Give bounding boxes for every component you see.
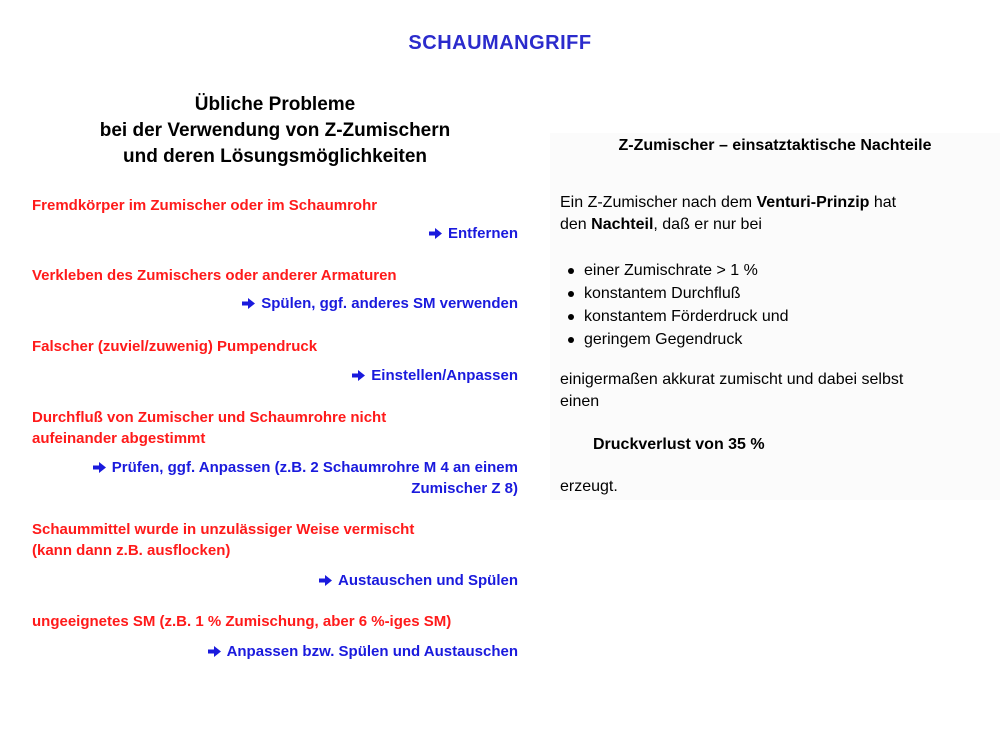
- list-item-text: konstantem Durchfluß: [584, 285, 741, 302]
- heading-line: bei der Verwendung von Z-Zumischern: [99, 120, 451, 141]
- middle-line: einen: [560, 393, 600, 410]
- solution-line: [32, 293, 518, 314]
- conditions-list: [560, 259, 789, 351]
- disadvantages-box: [550, 133, 1000, 500]
- box-title: Z-Zumischer – einsatztaktische Nachteile: [618, 137, 932, 154]
- solution-line: [32, 570, 518, 591]
- problem-line: Falscher (zuviel/zuwenig) Pumpendruck: [32, 338, 318, 355]
- intro-text: [560, 192, 990, 236]
- right-arrow-icon: [208, 646, 221, 657]
- solution-label: Spülen, ggf. anderes SM verwenden: [261, 295, 518, 312]
- solution-text: [32, 641, 518, 662]
- bullet-icon: [568, 314, 574, 320]
- bullet-icon: [568, 268, 574, 274]
- right-arrow-icon: [319, 575, 332, 586]
- list-item-text: geringem Gegendruck: [584, 331, 743, 348]
- intro-part: hat: [869, 194, 897, 211]
- list-item: [560, 305, 789, 328]
- problem-line: Fremdkörper im Zumischer oder im Schaumrohr: [32, 197, 378, 214]
- problem-text: [32, 407, 518, 449]
- problems-heading: [32, 92, 518, 170]
- solution-label: Anpassen bzw. Spülen und Austauschen: [226, 643, 518, 660]
- solution-text: [32, 570, 518, 591]
- solution-text: [32, 223, 518, 244]
- list-item: [560, 282, 789, 305]
- right-arrow-icon: [429, 228, 442, 239]
- solution-line: [32, 457, 518, 478]
- solution-text: [32, 365, 518, 386]
- nachteil-term: Nachteil: [591, 216, 654, 233]
- list-item-text: einer Zumischrate > 1 %: [584, 262, 758, 279]
- middle-line: einigermaßen akkurat zumischt und dabei selbst: [560, 371, 904, 388]
- right-arrow-icon: [93, 462, 106, 473]
- problem-line: ungeeignetes SM (z.B. 1 % Zumischung, aber 6 %-iges SM): [32, 613, 452, 630]
- bullet-icon: [568, 291, 574, 297]
- pressure-loss: Druckverlust von 35 %: [593, 436, 765, 453]
- bullet-icon: [568, 337, 574, 343]
- intro-part: den: [560, 216, 592, 233]
- solution-label: Austauschen und Spülen: [337, 572, 518, 589]
- intro-part: Ein Z-Zumischer nach dem: [560, 194, 757, 211]
- problem-text: [32, 611, 518, 632]
- solution-label: Prüfen, ggf. Anpassen (z.B. 2 Schaumrohre M 4 an einem: [111, 459, 518, 476]
- list-item-text: konstantem Förderdruck und: [584, 308, 789, 325]
- problem-line: Schaummittel wurde in unzulässiger Weise vermischt: [32, 521, 415, 538]
- problem-text: [32, 519, 518, 561]
- list-item: [560, 328, 789, 351]
- heading-line: Übliche Probleme: [194, 94, 356, 115]
- problem-line: aufeinander abgestimmt: [32, 430, 206, 447]
- venturi-term: Venturi-Prinzip: [756, 194, 870, 211]
- solution-line: [32, 641, 518, 662]
- solution-text: [32, 457, 518, 499]
- problem-text: [32, 265, 518, 286]
- solution-label: Entfernen: [447, 225, 518, 242]
- end-text: erzeugt.: [560, 478, 618, 495]
- problem-text: [32, 195, 518, 216]
- intro-line: [560, 192, 990, 214]
- right-arrow-icon: [242, 298, 255, 309]
- right-arrow-icon: [352, 370, 365, 381]
- solution-line: Zumischer Z 8): [411, 480, 518, 497]
- list-item: [560, 259, 789, 282]
- problem-text: [32, 336, 518, 357]
- problem-line: Verkleben des Zumischers oder anderer Armaturen: [32, 267, 397, 284]
- heading-line: und deren Lösungsmöglichkeiten: [122, 146, 428, 167]
- solution-line: [32, 365, 518, 386]
- middle-text: [560, 369, 990, 413]
- problem-line: Durchfluß von Zumischer und Schaumrohre nicht: [32, 409, 387, 426]
- problem-line: (kann dann z.B. ausflocken): [32, 542, 231, 559]
- intro-part: , daß er nur bei: [653, 216, 762, 233]
- intro-line: [560, 214, 990, 236]
- solution-line: [32, 223, 518, 244]
- solution-label: Einstellen/Anpassen: [371, 367, 518, 384]
- solution-text: [32, 293, 518, 314]
- page-title: SCHAUMANGRIFF: [408, 32, 592, 54]
